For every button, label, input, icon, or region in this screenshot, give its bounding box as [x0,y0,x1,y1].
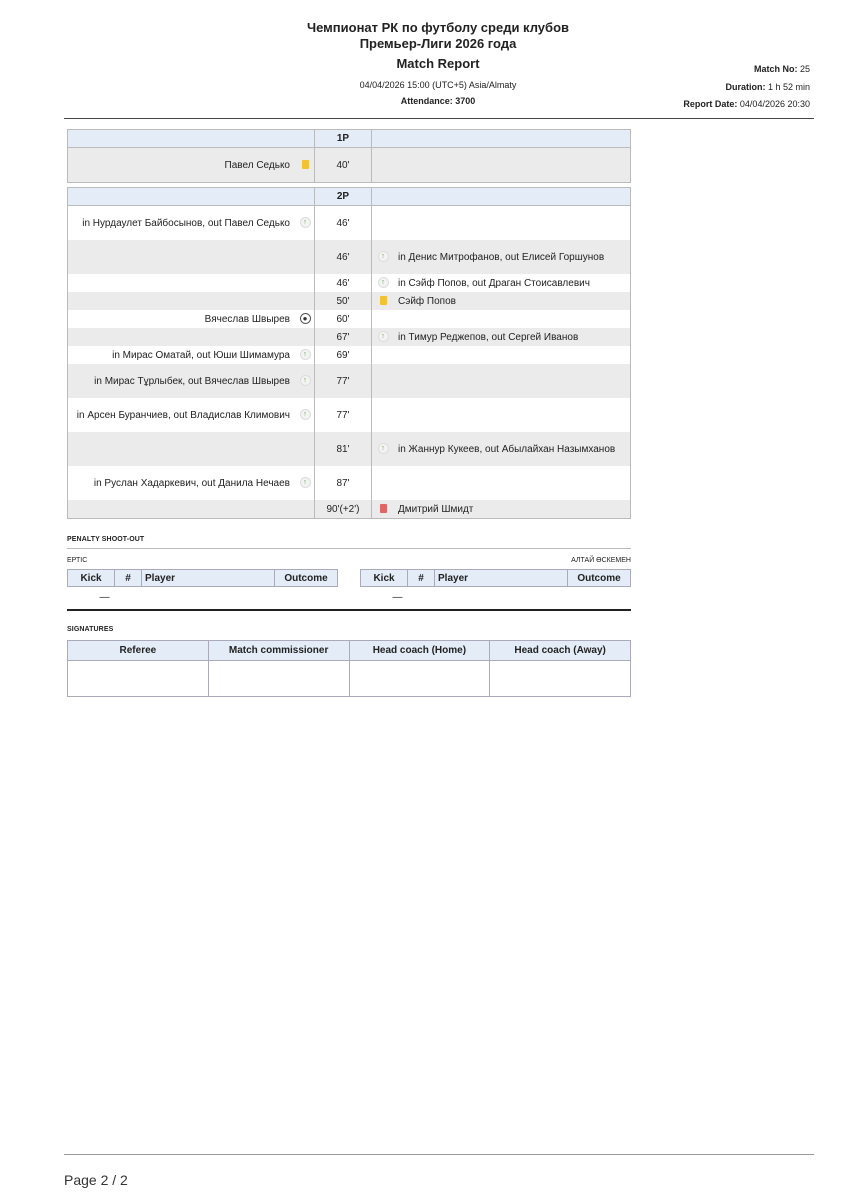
event-minute: 60' [315,310,372,328]
event-minute: 46' [315,206,372,241]
event-row [68,432,631,466]
event-row [68,364,631,398]
away-event-text: in Жаннур Кукеев, out Абылайхан Назымханов [394,432,631,466]
penalty-section-title: PENALTY SHOOT-OUT [67,536,145,543]
header-divider [64,118,814,119]
substitution-icon: ↑ [378,443,389,454]
home-event-text [68,292,297,310]
event-minute: 40' [315,148,372,183]
match-duration: Duration: 1 h 52 min [725,82,810,92]
sig-box-commissioner[interactable] [208,661,349,697]
event-row [68,206,631,241]
away-event-text: Дмитрий Шмидт [394,500,631,519]
penalty-home-empty: — [99,591,110,603]
period-label: 2P [315,188,372,206]
period-label: 1P [315,130,372,148]
away-event-text [394,206,631,241]
col-outcome: Outcome [275,570,338,587]
home-event-text: in Арсен Буранчиев, out Владислав Климович [68,398,297,432]
event-minute: 81' [315,432,372,466]
section-divider [67,609,631,611]
sig-box-referee[interactable] [68,661,209,697]
home-event-text: Вячеслав Швырев [68,310,297,328]
event-minute: 46' [315,240,372,274]
footer-divider [64,1154,814,1155]
home-event-text [68,500,297,519]
signatures-table [67,640,631,697]
home-event-text: in Нурдаулет Байбосынов, out Павел Седько [68,206,297,241]
sig-away-coach: Head coach (Away) [490,641,631,661]
event-row [68,310,631,328]
col-outcome: Outcome [568,570,631,587]
away-event-text [394,364,631,398]
event-minute: 50' [315,292,372,310]
event-row [68,328,631,346]
penalty-divider [67,548,631,549]
away-event-text: in Тимур Реджепов, out Сергей Иванов [394,328,631,346]
red-card-icon [380,504,387,513]
period-header-row [68,130,631,148]
substitution-icon: ↑ [378,331,389,342]
event-row [68,240,631,274]
event-minute: 69' [315,346,372,364]
home-event-text: in Мирас Оматай, out Юши Шимамура [68,346,297,364]
event-row [68,346,631,364]
event-minute: 67' [315,328,372,346]
away-event-text [394,148,631,183]
event-minute: 90'(+2') [315,500,372,519]
sig-referee: Referee [68,641,209,661]
goal-ball-icon: ● [300,313,311,324]
away-event-text [394,310,631,328]
col-player: Player [142,570,275,587]
away-event-text [394,466,631,500]
event-row [68,292,631,310]
away-event-text: in Сэйф Попов, out Драган Стоисавлевич [394,274,631,292]
event-row [68,466,631,500]
event-row [68,148,631,183]
substitution-icon: ↑ [300,409,311,420]
col-number: # [408,570,435,587]
substitution-icon: ↑ [300,375,311,386]
sig-box-away-coach[interactable] [490,661,631,697]
col-kick: Kick [361,570,408,587]
event-row [68,500,631,519]
home-event-text: in Мирас Тұрлыбек, out Вячеслав Швырев [68,364,297,398]
event-minute: 77' [315,398,372,432]
home-event-text [68,240,297,274]
home-event-text [68,274,297,292]
col-player: Player [435,570,568,587]
substitution-icon: ↑ [300,349,311,360]
col-kick: Kick [68,570,115,587]
away-event-text: Сэйф Попов [394,292,631,310]
match-number: Match No: 25 [753,64,810,74]
away-event-text [394,346,631,364]
away-event-text [394,398,631,432]
substitution-icon: ↑ [378,251,389,262]
report-title: Match Report [396,56,480,71]
page-number: Page 2 / 2 [64,1172,128,1188]
sig-commissioner: Match commissioner [208,641,349,661]
event-row [68,274,631,292]
signatures-section-title: SIGNATURES [67,626,114,633]
substitution-icon: ↑ [300,217,311,228]
report-header [0,0,848,122]
home-event-text: Павел Седько [68,148,297,183]
yellow-card-icon [380,296,387,305]
home-event-text [68,328,297,346]
event-minute: 87' [315,466,372,500]
period-header-row [68,188,631,206]
home-event-text: in Руслан Хадаркевич, out Данила Нечаев [68,466,297,500]
penalty-away-table [360,569,631,607]
penalty-home-table [67,569,338,607]
competition-subtitle: Премьер-Лиги 2026 года [359,36,517,51]
match-events-table [67,129,631,519]
penalty-away-empty: — [392,591,403,603]
yellow-card-icon [302,160,309,169]
sig-home-coach: Head coach (Home) [349,641,490,661]
substitution-icon: ↑ [378,277,389,288]
away-event-text: in Денис Митрофанов, out Елисей Горшунов [394,240,631,274]
competition-title: Чемпионат РК по футболу среди клубов [306,20,569,35]
penalty-home-team: ЕРТІС [67,557,88,564]
event-row [68,398,631,432]
substitution-icon: ↑ [300,477,311,488]
col-number: # [115,570,142,587]
report-date: Report Date: 04/04/2026 20:30 [683,99,810,109]
home-event-text [68,432,297,466]
penalty-away-team: АЛТАЙ ӨСКЕМЕН [571,557,631,564]
event-minute: 77' [315,364,372,398]
match-datetime: 04/04/2026 15:00 (UTC+5) Asia/Almaty [359,80,517,90]
attendance: Attendance: 3700 [400,96,476,106]
sig-box-home-coach[interactable] [349,661,490,697]
event-minute: 46' [315,274,372,292]
